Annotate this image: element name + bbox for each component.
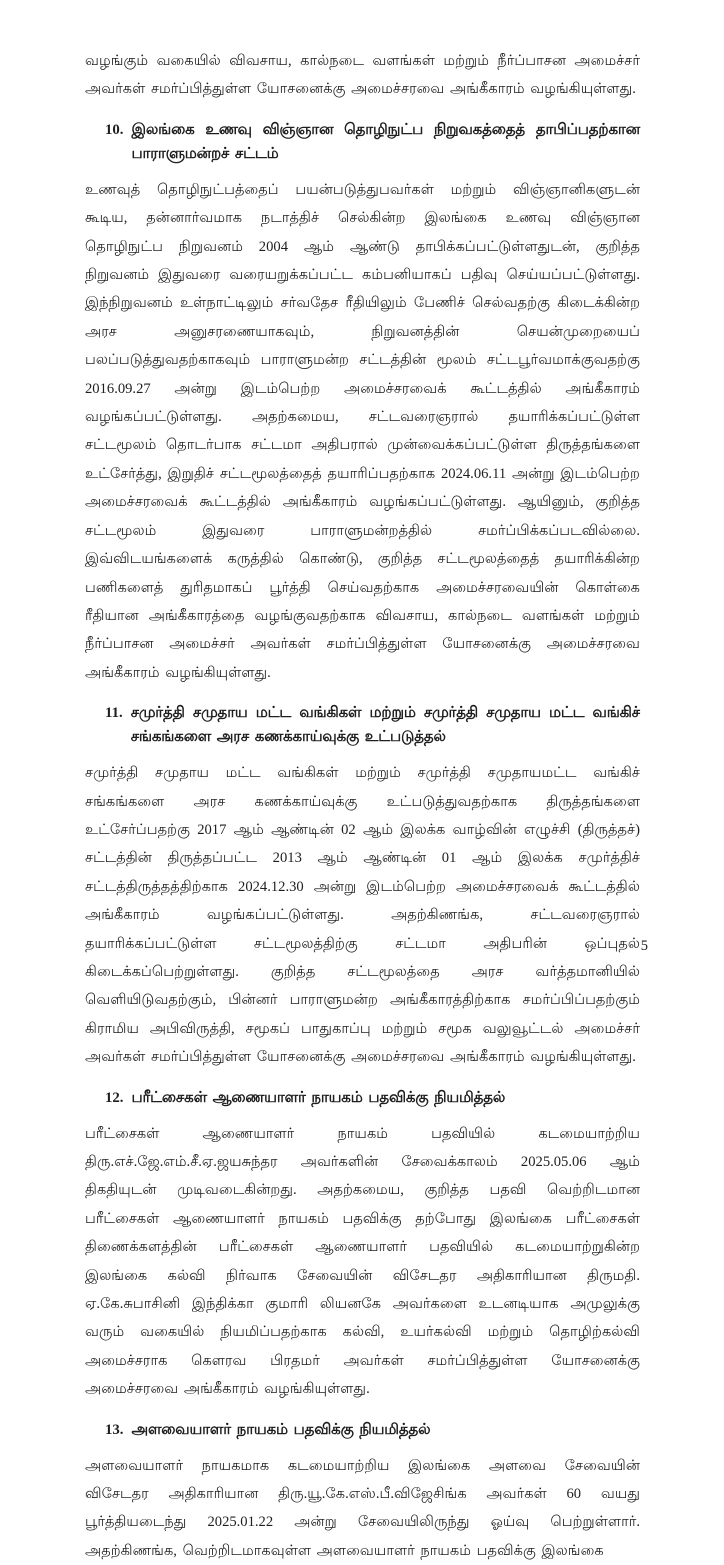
section-11-body: சமுர்த்தி சமுதாய மட்ட வங்கிகள் மற்றும் சமுர்த்தி சமுதாயமட்ட வங்கிச் சங்கங்களை அரச கணக்காய்வுக்கு உட்படுத்துவதற்காக திருத்தங்களை உட்சேர்ப்பதற்கு 2017 ஆம் ஆண்டின் 02 ஆம் இலக்க வாழ்வின் எழுச்சி (திருத்தச்) சட்டத்தின் திருத்தப்பட்ட 2013 ஆம் ஆண்டின் 01 ஆம் இலக்க சமுர்த்திச் சட்டத்திருத்தத்திற்காக 2024.12.30 அன்று இடம்பெற்ற அமைச்சரவைக் கூட்டத்தில் அங்கீகாரம் வழங்கப்பட்டுள்ளது. அதற்கிணங்க, சட்டவரைஞரால் தயாரிக்கப்பட்டுள்ள சட்டமூலத்திற்கு சட்டமா அதிபரின் ஒப்புதல் கிடைக்கப்பெற்றுள்ளது. குறித்த சட்டமூலத்தை அரச வர்த்தமானியில் வெளியிடுவதற்கும், பின்னர் பாராளுமன்ற அங்கீகாரத்திற்காக சமர்ப்பிப்பதற்கும் கிராமிய அபிவிருத்தி, சமூகப் பாதுகாப்பு மற்றும் சமூக வலுவூட்டல் அமைச்சர் அவர்கள் சமர்ப்பித்துள்ள யோசனைக்கு அமைச்சரவை அங்கீகாரம் வழங்கியுள்ளது. [85,765,640,1066]
section-11-number: 11. [105,705,123,722]
section-12-heading [105,1086,640,1110]
section-10 [85,118,640,687]
page-number: 5 [640,938,648,954]
section-11-heading [105,701,640,749]
section-12-body: பரீட்சைகள் ஆணையாளர் நாயகம் பதவியில் கடமையாற்றிய திரு.எச்.ஜே.எம்.சீ.ஏ.ஜயசுந்தர அவர்களின் சேவைக்காலம் 2025.05.06 ஆம் திகதியுடன் முடிவடைகின்றது. அதற்கமைய, குறித்த பதவி வெற்றிடமான பரீட்சைகள் ஆணையாளர் நாயகம் பதவிக்கு தற்போது இலங்கை பரீட்சைகள் திணைக்களத்தின் பரீட்சைகள் ஆணையாளர் பதவியில் கடமையாற்றுகின்ற இலங்கை கல்வி நிர்வாக சேவையின் விசேடதர அதிகாரியான திருமதி. ஏ.கே.சுபாசினி இந்திக்கா குமாரி லியனகே அவர்களை உடனடியாக அமுலுக்கு வரும் வகையில் நியமிப்பதற்காக கல்வி, உயர்கல்வி மற்றும் தொழிற்கல்வி அமைச்சராக கௌரவ பிரதமர் அவர்கள் சமர்ப்பித்துள்ள யோசனைக்கு அமைச்சரவை அங்கீகாரம் வழங்கியுள்ளது. [85,1125,640,1398]
section-13-body: அளவையாளர் நாயகமாக கடமையாற்றிய இலங்கை அளவை சேவையின் விசேடதர அதிகாரியான திரு.யூ.கே.எஸ்.பீ.விஜேசிங்க அவர்கள் 60 வயது பூர்த்தியடைந்து 2025.01.22 அன்று சேவையிலிருந்து ஓய்வு பெற்றுள்ளார். அதற்கிணங்க, வெற்றிடமாகவுள்ள அளவையாளர் நாயகம் பதவிக்கு இலங்கை [85,1457,640,1559]
section-12 [85,1086,640,1404]
section-13-heading [105,1418,640,1442]
section-13 [85,1418,640,1565]
section-11-heading-text: சமுர்த்தி சமுதாய மட்ட வங்கிகள் மற்றும் சமுர்த்தி சமுதாய மட்ட வங்கிச் சங்கங்களை அரச கணக்காய்வுக்கு உட்படுத்தல் [130,705,640,746]
section-11 [85,701,640,1071]
section-13-number: 13. [105,1421,124,1438]
section-13-heading-text: அளவையாளர் நாயகம் பதவிக்கு நியமித்தல் [131,1421,431,1438]
section-10-heading [105,118,640,166]
section-10-heading-text: இலங்கை உணவு விஞ்ஞான தொழிநுட்ப நிறுவகத்தைத் தாபிப்பதற்கான பாராளுமன்றச் சட்டம் [131,121,640,162]
continuation-paragraph: வழங்கும் வகையில் விவசாய, கால்நடை வளங்கள் மற்றும் நீர்ப்பாசன அமைச்சர் அவர்கள் சமர்ப்பித்துள்ள யோசனைக்கு அமைச்சரவை அங்கீகாரம் வழங்கியுள்ளது. [85,53,640,98]
section-10-number: 10. [105,121,124,138]
section-12-number: 12. [105,1089,124,1106]
section-12-heading-text: பரீட்சைகள் ஆணையாளர் நாயகம் பதவிக்கு நியமித்தல் [131,1089,506,1106]
section-10-body: உணவுத் தொழிநுட்பத்தைப் பயன்படுத்துபவர்கள் மற்றும் விஞ்ஞானிகளுடன் கூடிய, தன்னார்வமாக நடாத்திச் செல்கின்ற இலங்கை உணவு விஞ்ஞான தொழிநுட்ப நிறுவனம் 2004 ஆம் ஆண்டு தாபிக்கப்பட்டுள்ளதுடன், குறித்த நிறுவனம் இதுவரை வரையறுக்கப்பட்ட கம்பனியாகப் பதிவு செய்யப்பட்டுள்ளது. இந்நிறுவனம் உள்நாட்டிலும் சர்வதேச ரீதியிலும் பேணிச் செல்வதற்கு கிடைக்கின்ற அரச அனுசரணையாகவும், நிறுவனத்தின் செயன்முறையைப் பலப்படுத்துவதற்காகவும் பாராளுமன்ற சட்டத்தின் மூலம் சட்டபூர்வமாக்குவதற்கு 2016.09.27 அன்று இடம்பெற்ற அமைச்சரவைக் கூட்டத்தில் அங்கீகாரம் வழங்கப்பட்டுள்ளது. அதற்கமைய, சட்டவரைஞரால் தயாரிக்கப்பட்டுள்ள சட்டமூலம் தொடர்பாக சட்டமா அதிபரால் முன்வைக்கப்பட்டுள்ள திருத்தங்களை உட்சேர்த்து, இறுதிச் சட்டமூலத்தைத் தயாரிப்பதற்காக 2024.06.11 அன்று இடம்பெற்ற அமைச்சரவைக் கூட்டத்தில் அங்கீகாரம் வழங்கப்பட்டுள்ளது. ஆயினும், குறித்த சட்டமூலம் இதுவரை பாராளுமன்றத்தில் சமர்ப்பிக்கப்படவில்லை. இவ்விடயங்களைக் கருத்தில் கொண்டு, குறித்த சட்டமூலத்தைத் தயாரிக்கின்ற பணிகளைத் துரிதமாகப் பூர்த்தி செய்வதற்காக அமைச்சரவையின் கொள்கை ரீதியான அங்கீகாரத்தை வழங்குவதற்காக விவசாய, கால்நடை வளங்கள் மற்றும் நீர்ப்பாசன அமைச்சர் அவர்கள் சமர்ப்பித்துள்ள யோசனைக்கு அமைச்சரவை அங்கீகாரம் வழங்கியுள்ளது. [85,181,640,681]
